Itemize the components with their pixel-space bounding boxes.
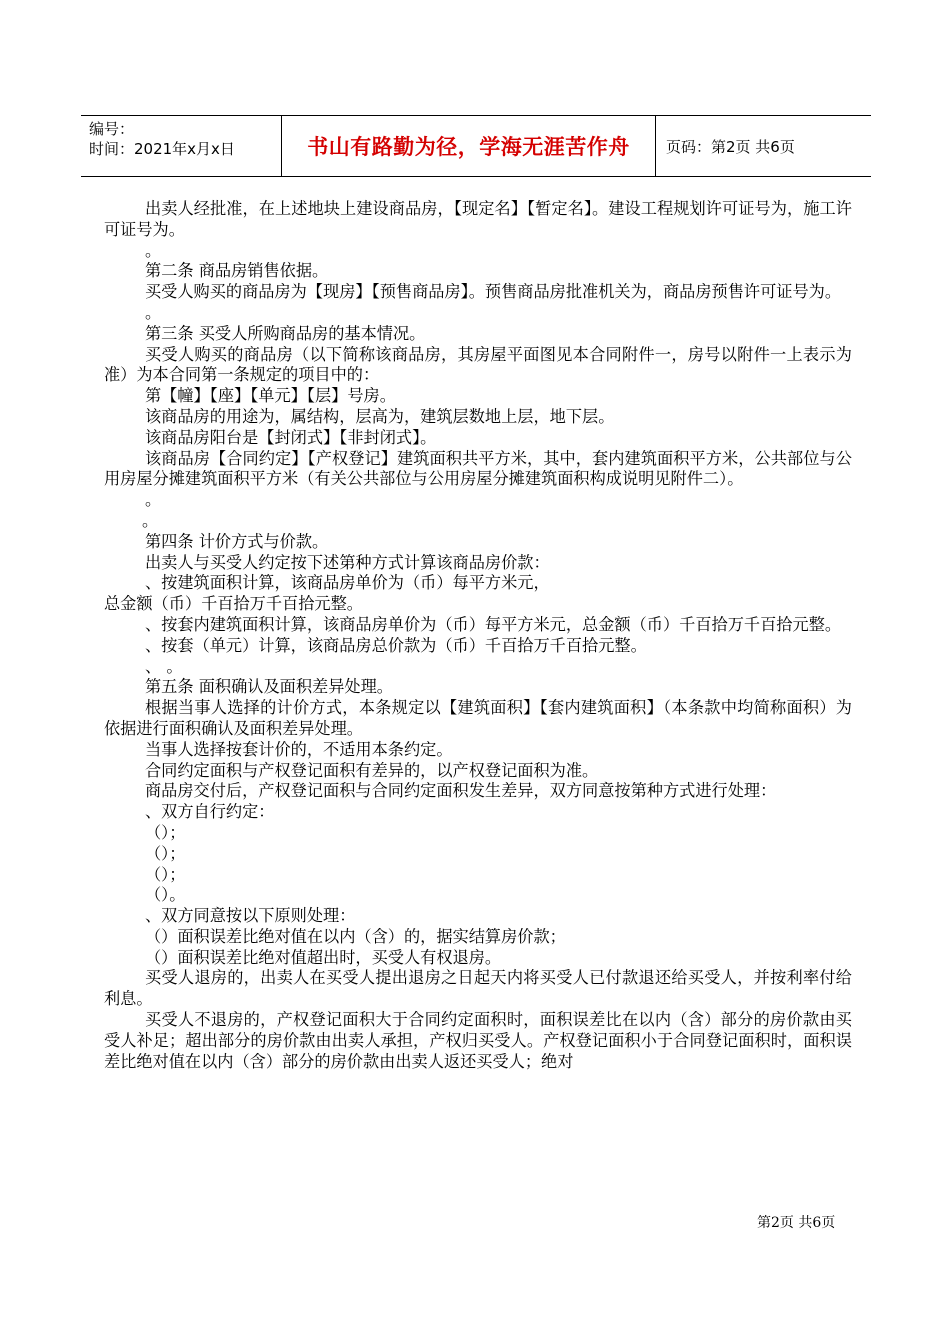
paragraph: 出卖人经批准，在上述地块上建设商品房，【现定名】【暂定名】。建设工程规划许可证号为，施工许可证号为。: [104, 199, 852, 239]
header-page-number: 页码：第2页 共6页: [666, 137, 795, 156]
paragraph: 买受人退房的，出卖人在买受人提出退房之日起天内将买受人已付款退还给买受人，并按利率付给利息。: [104, 968, 852, 1009]
paragraph: 该商品房【合同约定】【产权登记】建筑面积共平方米，其中，套内建筑面积平方米，公共部位与公用房屋分摊建筑面积平方米（有关公共部位与公用房屋分摊建筑面积构成说明见附件二）。: [104, 448, 852, 489]
list-item: （）面积误差比绝对值超出时，买受人有权退房。: [145, 947, 502, 967]
paragraph: 根据当事人选择的计价方式，本条规定以【建筑面积】【套内建筑面积】（本条款中均简称面积）为依据进行面积确认及面积差异处理。: [104, 698, 852, 738]
list-item: （）；: [145, 843, 186, 863]
section-heading: 第二条 商品房销售依据。: [145, 261, 329, 281]
paragraph: 买受人购买的商品房为【现房】【预售商品房】。预售商品房批准机关为，商品房预售许可证号为。: [145, 282, 842, 302]
paragraph: 该商品房的用途为，属结构，层高为，建筑层数地上层，地下层。: [145, 406, 615, 426]
paragraph: 。: [142, 510, 159, 530]
page-footer: [757, 1212, 835, 1232]
paragraph: 当事人选择按套计价的，不适用本条约定。: [145, 739, 453, 759]
paragraph: 总金额（币）千百拾万千百拾元整。: [104, 594, 363, 614]
paragraph: 、按套内建筑面积计算，该商品房单价为（币）每平方米元，总金额（币）千百拾万千百拾元整。: [145, 614, 842, 634]
paragraph: 商品房交付后，产权登记面积与合同约定面积发生差异，双方同意按第种方式进行处理：: [145, 781, 777, 801]
paragraph: 、 。: [145, 656, 183, 676]
paragraph: 买受人不退房的，产权登记面积大于合同约定面积时，面积误差比在以内（含）部分的房价款由买受人补足；超出部分的房价款由出卖人承担，产权归买受人。产权登记面积小于合同登记面积时，面积误差比绝对值在以内（含）部分的房价款由出卖人返还买受人；绝对: [104, 1010, 852, 1071]
paragraph: 、按建筑面积计算，该商品房单价为（币）每平方米元，: [145, 573, 550, 593]
doc-number-label: 编号：: [89, 120, 135, 138]
document-header: [81, 115, 871, 177]
paragraph: 、按套（单元）计算，该商品房总价款为（币）千百拾万千百拾元整。: [145, 635, 647, 655]
paragraph: 。: [145, 302, 162, 322]
motto-text: 书山有路勤为径，学海无涯苦作舟: [307, 135, 630, 159]
paragraph: 第【幢】【座】【单元】【层】号房。: [145, 386, 396, 406]
date-label: 时间：2021年x月x日: [89, 140, 235, 158]
footer-page-number: 第2页 共6页: [757, 1215, 836, 1231]
paragraph: 、双方自行约定：: [145, 802, 275, 822]
paragraph: 。: [145, 490, 162, 510]
paragraph: 买受人购买的商品房（以下简称该商品房，其房屋平面图见本合同附件一，房号以附件一上表示为准）为本合同第一条规定的项目中的：: [104, 344, 852, 385]
paragraph: 、双方同意按以下原则处理：: [145, 906, 356, 926]
list-item: （）面积误差比绝对值在以内（含）的，据实结算房价款；: [145, 926, 566, 946]
list-item: （）；: [145, 864, 186, 884]
section-heading: 第五条 面积确认及面积差异处理。: [145, 677, 393, 697]
contract-body: [104, 199, 852, 1072]
section-heading: 第三条 买受人所购商品房的基本情况。: [145, 323, 426, 343]
paragraph: 该商品房阳台是【封闭式】【非封闭式】。: [145, 427, 437, 447]
header-page-info: [656, 116, 871, 176]
paragraph: 出卖人与买受人约定按下述第种方式计算该商品房价款：: [145, 552, 550, 572]
list-item: （）。: [145, 885, 186, 905]
list-item: （）；: [145, 822, 186, 842]
section-heading: 第四条 计价方式与价款。: [145, 531, 329, 551]
header-motto: [282, 116, 656, 176]
paragraph: 合同约定面积与产权登记面积有差异的，以产权登记面积为准。: [145, 760, 599, 780]
header-meta: [81, 116, 282, 176]
paragraph: 。: [145, 240, 162, 260]
